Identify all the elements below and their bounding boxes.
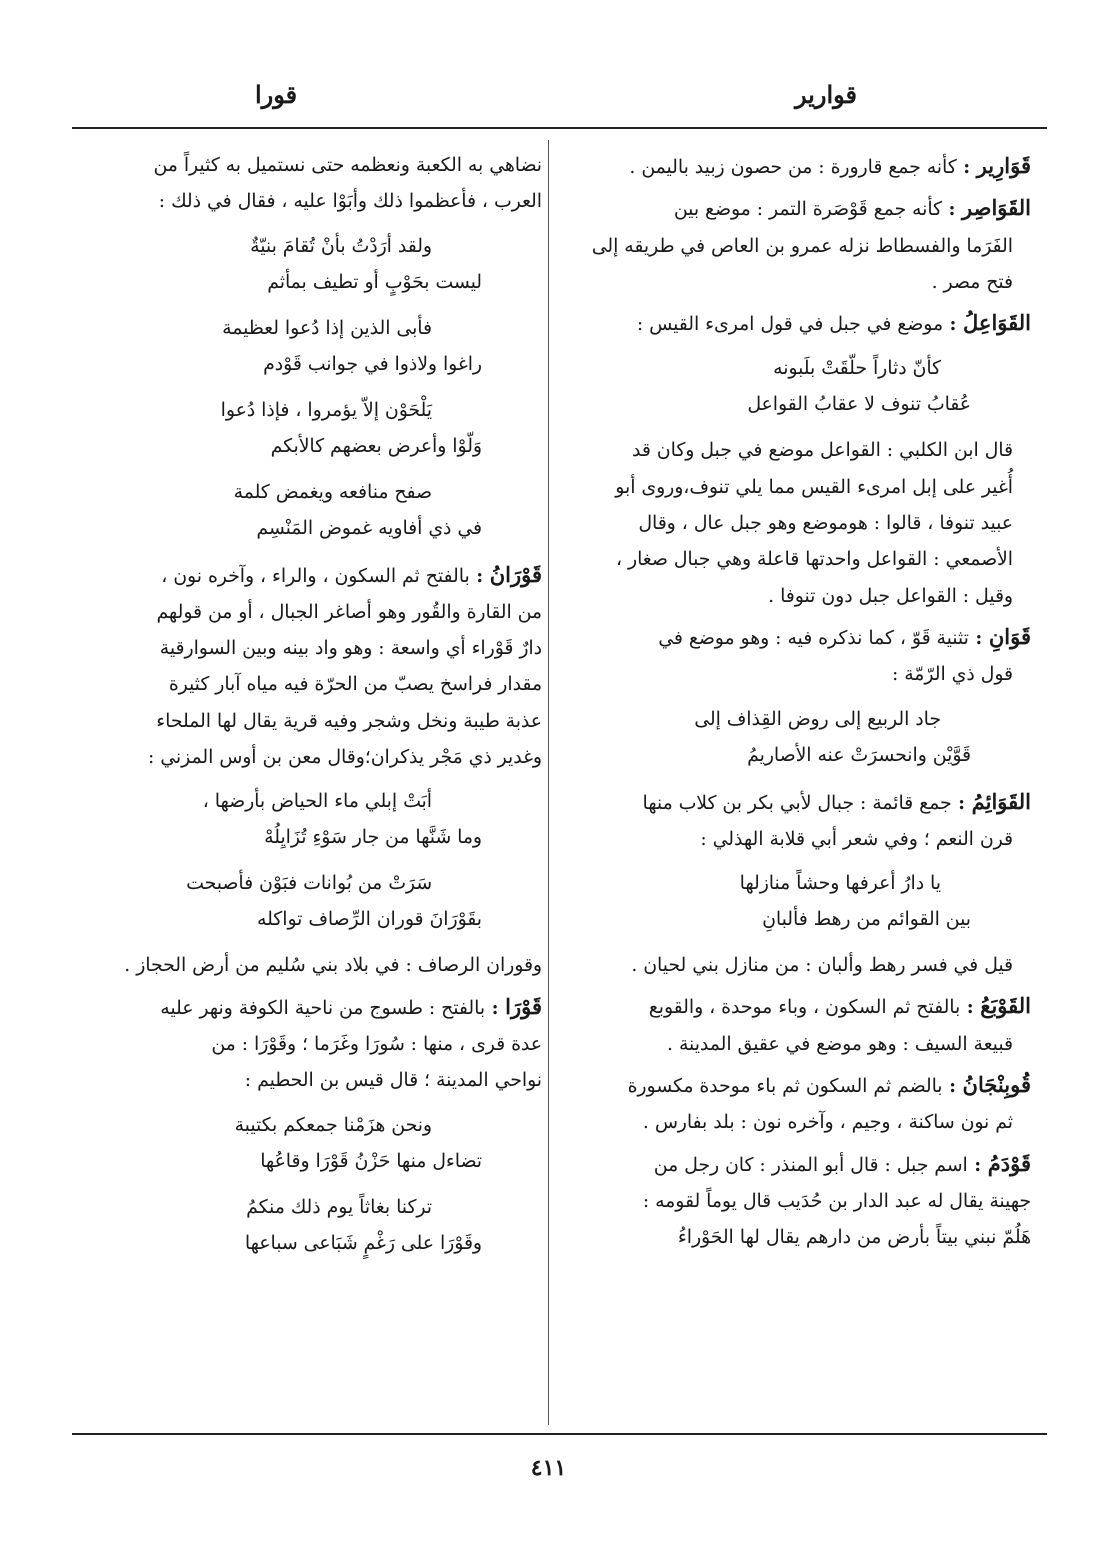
paragraph [569,433,1031,614]
verse-line: في ذي أفاويه غموض المَنْسِم [256,517,482,539]
entry-text: من القارة والقُور وهو أصاغر الجبال ، أو من قولهم [156,601,542,623]
page-number: ٤١١ [530,1455,567,1481]
entry-text: الفَرَما والفسطاط نزله عمرو بن العاص في طريقه إلى [591,235,1013,257]
verse [569,351,1031,423]
entry-text: موضع في جبل في قول امرىء القيس : [636,314,943,336]
paragraph [80,948,542,984]
text-line: العرب ، فأعظموا ذلك وأبَوْا عليه ، فقال في ذلك : [158,191,542,213]
running-head-right: قوارير [794,80,857,109]
left-column [80,148,542,1428]
verse-line: سَرَتْ من بُوانات فبَوْن فأصبحت [186,873,432,895]
entry-text: كأنه جمع قارورة : من حصون زبيد باليمن . [629,157,957,178]
entry-text: كأنه جمع قَوْصَرة التمر : موضع بين [673,199,943,221]
entry-qawan: قَوَانِ : تثنية قَوّ ، كما نذكره فيه : وهو موضع في قول ذي الرّمّة : [569,619,1031,694]
entry-text: بالضم ثم السكون ثم باء موحدة مكسورة [627,1076,943,1098]
entry-text: قول ذي الرّمّة : [891,664,1013,686]
entry-qawra: قَوْرَا : بالفتح : طسوج من ناحية الكوفة ونهر عليه عدة قرى ، منها : سُورَا وغَرَما ؛ وقَوْرَا : من نواحي المدينة ؛ قال قيس بن الحطيم : [80,989,542,1100]
entry-qawaim: القَوَائِمُ : جمع قائمة : جبال لأبي بكر بن كلاب منها قرن النعم ؛ وفي شعر أبي قلابة الهذلي : [569,784,1031,859]
verse [569,866,1031,938]
text-line: قيل في فسر رهط وألبان : من منازل بني لحيان . [631,955,1013,977]
entry-text: هَلُمّ نبني بيتاً بأرض من دارهم يقال لها الحَوْراءُ [677,1227,1031,1249]
entry-qawarir: قَوَارِير : كأنه جمع قارورة : من حصون زبيد باليمن . [629,153,1031,178]
verse-line: تضاءل منها حَزْنُ قَوْرَا وقاعُها [260,1150,482,1172]
verse [80,311,542,383]
verse-line: فأبى الذين إذا دُعوا لعظيمة [222,317,432,339]
text-line: أُغير على إبل امرىء القيس مما يلي تنوف،وروى أبو [615,476,1013,498]
text-line: عبيد تنوفا ، قالوا : هوموضع وهو جبل عال ، وقال [638,513,1013,535]
verse-line: جاد الربيع إلى روض القِذاف إلى [694,708,941,730]
entry-text: بالفتح : طسوج من ناحية الكوفة ونهر عليه [160,997,486,1019]
entry-text: قبيعة السيف : وهو موضع في عقيق المدينة . [667,1033,1013,1055]
headword: قَوَانِ [988,623,1031,649]
entry-text: تثنية قَوّ ، كما نذكره فيه : وهو موضع في [658,627,969,649]
entry-text: اسم جبل : قال أبو المنذر : كان رجل من [653,1154,968,1176]
entry-text: بالفتح ثم السكون ، والراء ، وآخره نون ، [161,565,470,587]
headword: قُوبِنْجَانُ [962,1072,1031,1098]
right-column [569,148,1031,1428]
entry-qawdam: قَوْدَمُ : اسم جبل : قال أبو المنذر : كان رجل من جهينة يقال له عبد الدار بن حُدَيب قال يوماً لقومه : هَلُمّ نبني بيتاً بأرض من دارهم يقال لها الحَوْراءُ [569,1146,1031,1257]
verse-line: ليست بحَوْبٍ أو تطيف بمأثم [267,271,482,293]
entry-text: بالفتح ثم السكون ، وباء موحدة ، والقوبع [648,997,961,1019]
headword: قَوْرَا [505,993,542,1019]
verse [80,784,542,856]
entry-text: عذبة طيبة ونخل وشجر وفيه قرية يقال لها الملحاء [156,710,542,732]
verse-line: صفح منافعه ويغمض كلمة [233,481,432,503]
entry-qawran: قَوْرَانُ : بالفتح ثم السكون ، والراء ، وآخره نون ، من القارة والقُور وهو أصاغر الجبال ، أو من قولهم دارٌ قَوْراء أي واسعة : وهو واد بينه وبين السوارقية مقدار فراسخ يصبّ من الحرّة فيه مياه آبار كثيرة عذبة طيبة ونخل وشجر وفيه قرية يقال لها الملحاء وغدير ذي مَجْر يذكران؛وقال معن بن أوس المزني : [80,557,542,777]
verse [80,866,542,938]
running-head-left: قورا [255,80,298,109]
verse [569,702,1031,774]
verse-line: يَلْحَوْن إلاّ يؤمروا ، فإذا دُعوا [220,399,432,421]
verse-line: وقَوْرَا على رَغْمٍ شَبَاعى سباعها [244,1232,482,1254]
verse [80,229,542,301]
entry-text: دارٌ قَوْراء أي واسعة : وهو واد بينه وبين السوارقية [159,638,542,660]
verse-line: يا دارُ أعرفها وحشاً منازلها [739,873,941,895]
top-rule [72,127,1047,129]
headword: قَوْدَمُ [987,1150,1031,1176]
verse-line: أبَتْ إبلي ماء الحياض بأرضها ، [202,791,432,813]
text-line: وقوران الرصاف : في بلاد بني سُليم من أرض الحجاز . [124,955,542,977]
verse-line: بقَوْرَانَ قوران الرِّصاف تواكله [257,909,482,931]
text-line: نضاهي به الكعبة ونعظمه حتى نستميل به كثيراً من [153,155,542,176]
entry-qawail: القَوَاعِلُ : موضع في جبل في قول امرىء القيس : [636,310,1031,336]
headword: القَوْبَعُ [980,993,1031,1019]
entry-text: عدة قرى ، منها : سُورَا وغَرَما ؛ وقَوْرَا : من [211,1033,542,1055]
headword: القَوَاصِر [962,195,1031,221]
column-divider [548,140,549,1425]
continued-text [80,148,542,221]
headword: القَوَائِمُ [971,788,1031,814]
entry-text: ثم نون ساكنة ، وجيم ، وآخره نون : بلد بفارس . [642,1112,1013,1134]
entry-text: جهينة يقال له عبد الدار بن حُدَيب قال يوماً لقومه : [642,1190,1031,1212]
entry-text: فتح مصر . [931,271,1013,293]
verse-line: وما شَنَّها من جار سَوْءِ تُزَايِلُهْ [264,827,482,849]
paragraph [569,948,1031,984]
entry-qubinjan: قُوبِنْجَانُ : بالضم ثم السكون ثم باء موحدة مكسورة ثم نون ساكنة ، وجيم ، وآخره نون : بلد بفارس . [569,1067,1031,1142]
verse-line: وَلّوْا وأعرض بعضهم كالأبكم [270,435,482,457]
verse [80,393,542,465]
headword: القَوَاعِلُ [963,310,1031,336]
text-line: وقيل : القواعل جبل دون تنوفا . [768,585,1013,607]
verse-line: راغوا ولاذوا في جوانب قَوْدم [263,353,482,375]
bottom-rule [72,1433,1047,1435]
entry-text: وغدير ذي مَجْر يذكران؛وقال معن بن أوس المزني : [147,747,542,769]
verse-line: كأنّ دثاراً حلّقَتْ بلَبونه [773,358,941,380]
entry-text: قرن النعم ؛ وفي شعر أبي قلابة الهذلي : [700,828,1013,850]
entry-qawasir: القَوَاصِر : كأنه جمع قَوْصَرة التمر : موضع بين الفَرَما والفسطاط نزله عمرو بن العاص في طريقه إلى فتح مصر . [569,190,1031,301]
verse-line: عُقابُ تنوف لا عقابُ القواعل [747,394,971,416]
headword: قَوْرَانُ [489,561,542,587]
headword: قَوَارِير [976,153,1031,178]
verse-line: ولقد أرَدْتُ بأنْ تُقامَ بنيّةٌ [250,235,432,257]
verse [80,475,542,547]
entry-text: مقدار فراسخ يصبّ من الحرّة فيه مياه آبار كثيرة [168,674,542,696]
verse-line: بين القوائم من رهط فألبانِ [762,909,971,931]
entry-qawba: القَوْبَعُ : بالفتح ثم السكون ، وباء موحدة ، والقوبع قبيعة السيف : وهو موضع في عقيق المدينة . [569,988,1031,1063]
verse [80,1190,542,1262]
verse [80,1108,542,1180]
text-line: قال ابن الكلبي : القواعل موضع في جبل وكان قد [632,440,1013,462]
verse-line: ونحن هزَمْنا جمعكم بكتيبة [234,1114,432,1136]
entry-text: جمع قائمة : جبال لأبي بكر بن كلاب منها [642,792,952,814]
entry-text: نواحي المدينة ؛ قال قيس بن الحطيم : [244,1070,542,1092]
verse-line: تركنا بغاثاً يوم ذلك منكمُ [246,1196,432,1218]
verse-line: قَوَّيْن وانحسرَتْ عنه الأصاريمُ [747,744,971,766]
text-line: الأصمعي : القواعل واحدتها قاعلة وهي جبال صغار ، [615,549,1013,571]
